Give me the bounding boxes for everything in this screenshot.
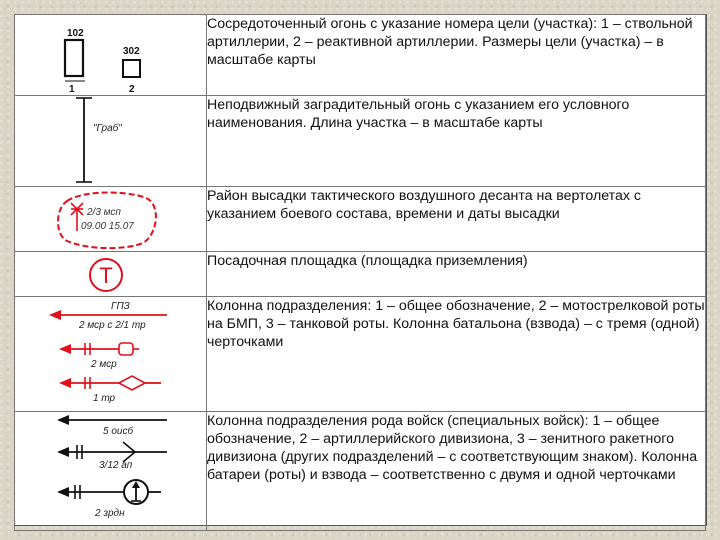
row-airborne-landing [15, 187, 706, 252]
description-landing-site: Посадочная площадка (площадка приземления) [207, 252, 706, 297]
branch-column-symbol [15, 412, 206, 530]
row-barrage-fire [15, 96, 706, 187]
branch-ap-label: 3/12 ап [99, 460, 133, 471]
missile-tip [132, 481, 140, 488]
column-1-arrowhead [49, 310, 61, 320]
column-3-arrowhead [59, 378, 71, 388]
row-unit-column [15, 297, 706, 412]
target-rect-1 [65, 40, 83, 76]
column-mcr-label: 2 мср [91, 359, 117, 370]
target-index-1: 1 [69, 84, 75, 95]
branch-zrdn-label: 2 зрдн [95, 508, 125, 519]
unit-column-symbol [15, 297, 206, 411]
branch-column-1-arrowhead [57, 415, 69, 425]
column-mcr-bmp-label: 2 мср с 2/1 тр [79, 320, 146, 331]
target-rect-2 [123, 60, 140, 77]
barrage-name-label: "Граб" [93, 123, 122, 134]
target-number-2: 302 [123, 46, 140, 57]
branch-column-3-arrowhead [57, 487, 69, 497]
artillery-mark-a [123, 442, 135, 452]
symbol-landing-site [15, 252, 207, 297]
row-branch-column [15, 412, 706, 531]
landing-unit-label: 2/3 мсп [87, 207, 121, 218]
description-barrage-fire: Неподвижный заградительный огонь с указанием его условного наименования. Длина участка – в масштабе карты [207, 96, 706, 187]
description-airborne-landing: Район высадки тактического воздушного десанта на вертолетах с указанием боевого состава, времени и даты высадки [207, 187, 706, 252]
tank-symbol [119, 376, 145, 390]
description-concentrated-fire: Сосредоточенный огонь с указание номера цели (участка): 1 – ствольной артиллерии, 2 – реактивной артиллерии. Размеры цели (участка) – в масштабе карты [207, 15, 706, 96]
column-tr-label: 1 тр [93, 393, 116, 404]
legend-table [14, 14, 706, 531]
symbol-barrage-fire [15, 96, 207, 187]
target-number-1: 102 [67, 28, 84, 39]
target-index-2: 2 [129, 84, 135, 95]
row-concentrated-fire [15, 15, 706, 96]
landing-site-symbol [15, 252, 206, 296]
symbol-airborne-landing [15, 187, 207, 252]
description-unit-column: Колонна подразделения: 1 – общее обозначение, 2 – мотострелковой роты на БМП, 3 – танковой роты. Колонна батальона (взвода) – с тремя (одной) черточками [207, 297, 706, 412]
concentrated-fire-symbol [15, 15, 206, 95]
column-2-arrowhead [59, 344, 71, 354]
symbol-branch-column [15, 412, 207, 531]
branch-oisb-label: 5 оисб [103, 426, 134, 437]
airborne-landing-symbol [15, 187, 206, 251]
row-landing-site [15, 252, 706, 297]
description-branch-column: Колонна подразделения рода войск (специальных войск): 1 – общее обозначение, 2 – артиллерийского дивизиона, 3 – зенитного ракетного дивизиона (других подразделений – с соответствующим знаком). Колонна батареи (роты) и взвода – соответственно с двумя и одной черточками [207, 412, 706, 531]
symbol-concentrated-fire [15, 15, 207, 96]
branch-column-2-arrowhead [57, 447, 69, 457]
column-gpz-label: ГПЗ [111, 301, 130, 312]
bmp-symbol [119, 343, 133, 355]
barrage-fire-symbol [15, 96, 206, 186]
landing-time-label: 09.00 15.07 [81, 221, 134, 232]
landing-site-letter: Т [99, 263, 113, 288]
symbol-unit-column [15, 297, 207, 412]
